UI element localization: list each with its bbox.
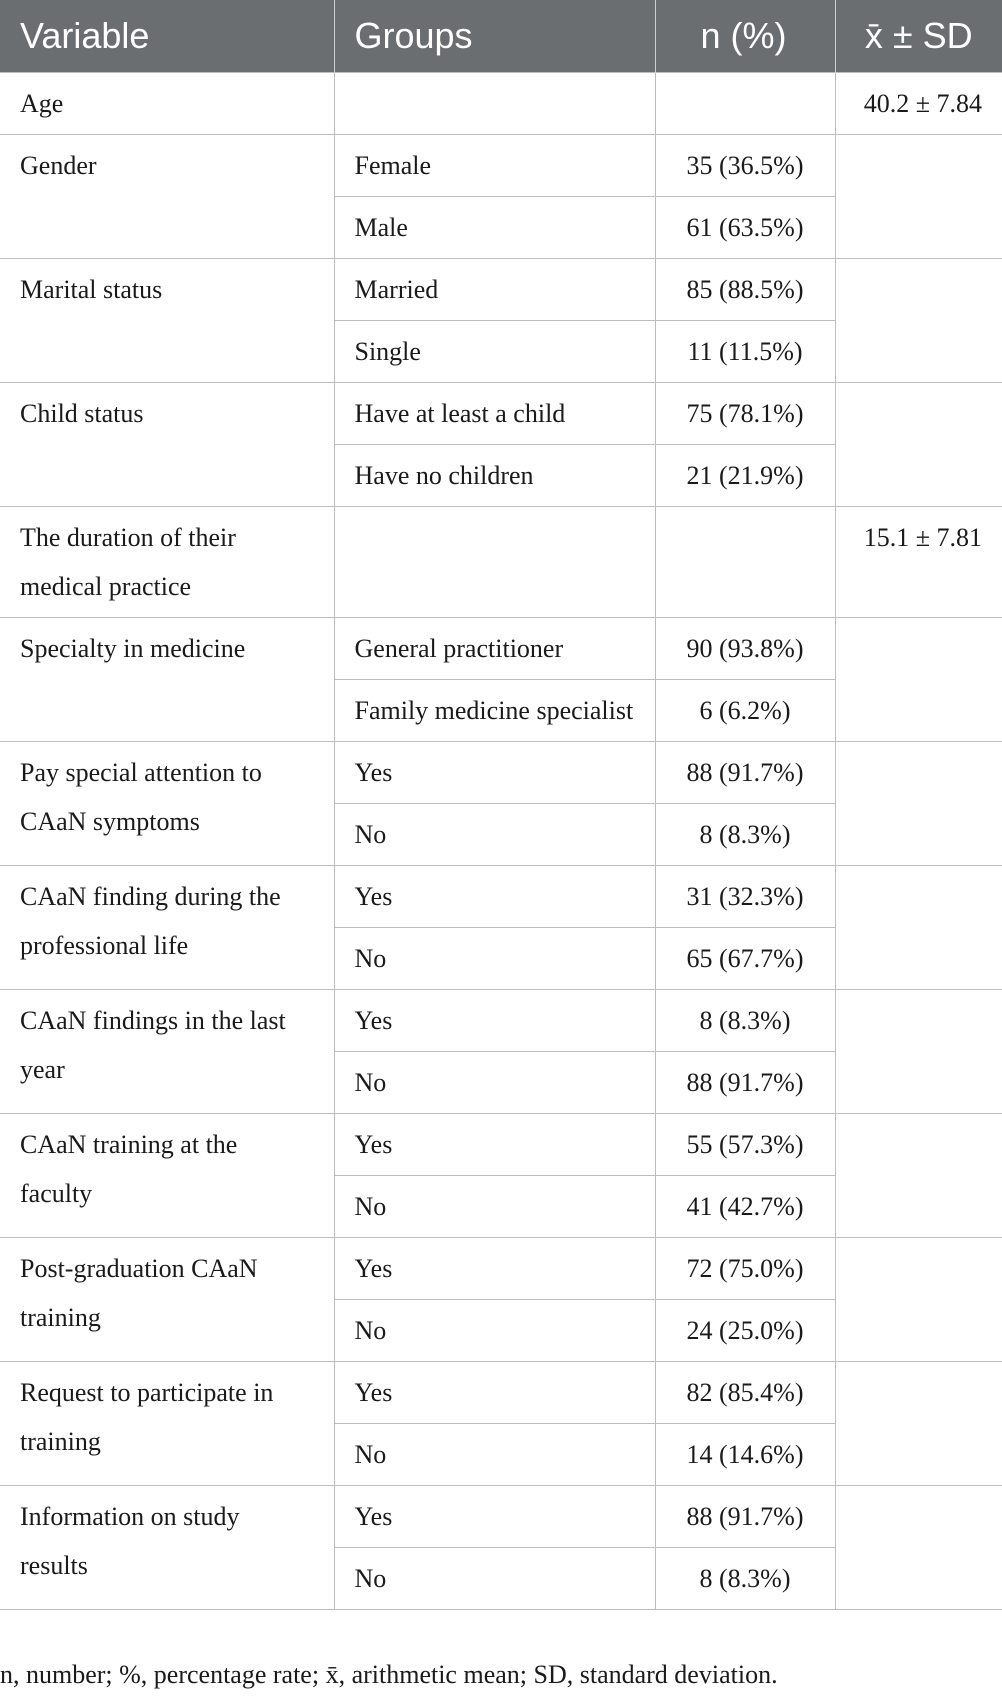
- header-variable: Variable: [0, 0, 334, 72]
- n-pct-cell: 72 (75.0%): [655, 1237, 835, 1299]
- mean-sd-cell: [835, 134, 1002, 258]
- group-cell: Male: [334, 196, 655, 258]
- n-pct-cell: 75 (78.1%): [655, 382, 835, 444]
- n-pct-cell: [655, 506, 835, 617]
- mean-sd-cell: [835, 1361, 1002, 1485]
- n-pct-cell: 82 (85.4%): [655, 1361, 835, 1423]
- n-pct-cell: 24 (25.0%): [655, 1299, 835, 1361]
- table-row: [0, 617, 1002, 679]
- group-cell: Yes: [334, 865, 655, 927]
- n-pct-cell: 41 (42.7%): [655, 1175, 835, 1237]
- table-header-row: [0, 0, 1002, 72]
- variable-cell: CAaN findings in the last year: [0, 989, 334, 1113]
- mean-sd-cell: [835, 865, 1002, 989]
- table-row: [0, 382, 1002, 444]
- group-cell: No: [334, 1423, 655, 1485]
- mean-sd-cell: [835, 382, 1002, 506]
- n-pct-cell: 35 (36.5%): [655, 134, 835, 196]
- mean-sd-cell: 15.1 ± 7.81: [835, 506, 1002, 617]
- n-pct-cell: 6 (6.2%): [655, 679, 835, 741]
- variable-cell: Gender: [0, 134, 334, 258]
- group-cell: No: [334, 803, 655, 865]
- n-pct-cell: 85 (88.5%): [655, 258, 835, 320]
- group-cell: Yes: [334, 741, 655, 803]
- group-cell: [334, 506, 655, 617]
- table-row: [0, 741, 1002, 803]
- mean-sd-cell: [835, 1485, 1002, 1609]
- n-pct-cell: 8 (8.3%): [655, 803, 835, 865]
- group-cell: Female: [334, 134, 655, 196]
- group-cell: Single: [334, 320, 655, 382]
- table-row: [0, 1113, 1002, 1175]
- variable-cell: CAaN training at the faculty: [0, 1113, 334, 1237]
- group-cell: [334, 72, 655, 134]
- mean-sd-cell: [835, 741, 1002, 865]
- table-body: [0, 72, 1002, 1609]
- header-mean-sd: x̄ ± SD: [835, 0, 1002, 72]
- group-cell: Yes: [334, 989, 655, 1051]
- n-pct-cell: 88 (91.7%): [655, 1485, 835, 1547]
- variable-cell: Request to participate in training: [0, 1361, 334, 1485]
- group-cell: Yes: [334, 1113, 655, 1175]
- group-cell: No: [334, 1051, 655, 1113]
- group-cell: Yes: [334, 1237, 655, 1299]
- group-cell: No: [334, 1299, 655, 1361]
- group-cell: General practitioner: [334, 617, 655, 679]
- group-cell: No: [334, 927, 655, 989]
- group-cell: Yes: [334, 1485, 655, 1547]
- mean-sd-cell: [835, 989, 1002, 1113]
- n-pct-cell: 61 (63.5%): [655, 196, 835, 258]
- variable-cell: The duration of their medical practice: [0, 506, 334, 617]
- group-cell: Yes: [334, 1361, 655, 1423]
- group-cell: Have at least a child: [334, 382, 655, 444]
- n-pct-cell: 21 (21.9%): [655, 444, 835, 506]
- group-cell: Family medicine specialist: [334, 679, 655, 741]
- table-footnote: n, number; %, percentage rate; x̄, arithmetic mean; SD, standard deviation.: [0, 1660, 778, 1689]
- mean-sd-cell: [835, 258, 1002, 382]
- variable-cell: Post-graduation CAaN training: [0, 1237, 334, 1361]
- group-cell: No: [334, 1547, 655, 1609]
- header-groups: Groups: [334, 0, 655, 72]
- mean-sd-cell: [835, 617, 1002, 741]
- table-row: [0, 506, 1002, 617]
- mean-sd-cell: [835, 1113, 1002, 1237]
- n-pct-cell: 31 (32.3%): [655, 865, 835, 927]
- group-cell: No: [334, 1175, 655, 1237]
- variable-cell: Marital status: [0, 258, 334, 382]
- table-row: [0, 1361, 1002, 1423]
- mean-sd-cell: [835, 1237, 1002, 1361]
- variable-cell: Information on study results: [0, 1485, 334, 1609]
- n-pct-cell: 90 (93.8%): [655, 617, 835, 679]
- variable-cell: CAaN finding during the professional life: [0, 865, 334, 989]
- n-pct-cell: 8 (8.3%): [655, 989, 835, 1051]
- n-pct-cell: [655, 72, 835, 134]
- group-cell: Married: [334, 258, 655, 320]
- table-row: [0, 989, 1002, 1051]
- table-row: [0, 1485, 1002, 1547]
- n-pct-cell: 88 (91.7%): [655, 1051, 835, 1113]
- n-pct-cell: 65 (67.7%): [655, 927, 835, 989]
- n-pct-cell: 11 (11.5%): [655, 320, 835, 382]
- table-row: [0, 1237, 1002, 1299]
- n-pct-cell: 88 (91.7%): [655, 741, 835, 803]
- table-row: [0, 72, 1002, 134]
- variable-cell: Age: [0, 72, 334, 134]
- variable-cell: Child status: [0, 382, 334, 506]
- header-n-pct: n (%): [655, 0, 835, 72]
- mean-sd-cell: 40.2 ± 7.84: [835, 72, 1002, 134]
- table-row: [0, 258, 1002, 320]
- n-pct-cell: 14 (14.6%): [655, 1423, 835, 1485]
- table-row: [0, 865, 1002, 927]
- table-row: [0, 134, 1002, 196]
- group-cell: Have no children: [334, 444, 655, 506]
- variable-cell: Pay special attention to CAaN symptoms: [0, 741, 334, 865]
- n-pct-cell: 8 (8.3%): [655, 1547, 835, 1609]
- n-pct-cell: 55 (57.3%): [655, 1113, 835, 1175]
- variable-cell: Specialty in medicine: [0, 617, 334, 741]
